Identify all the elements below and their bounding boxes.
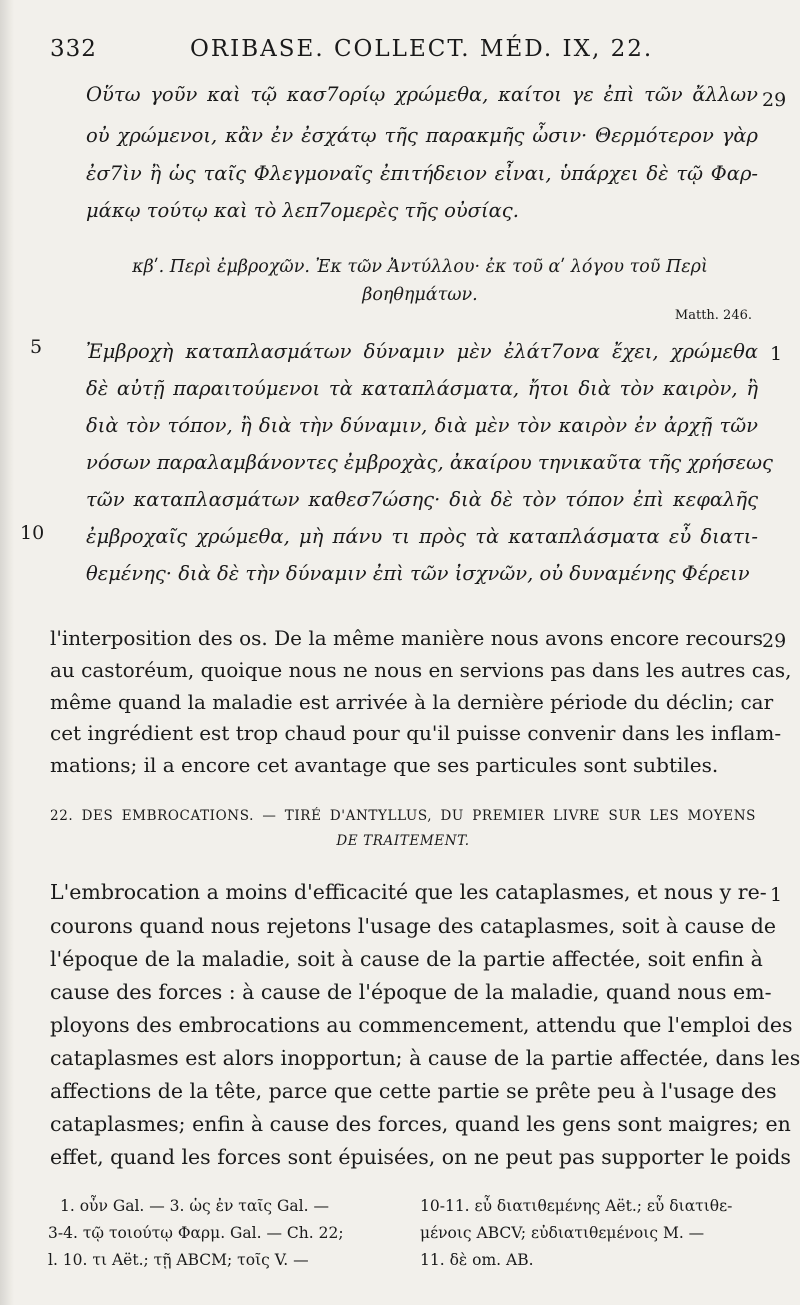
greek-chapter-title-cont: βοηθημάτων.	[362, 285, 478, 305]
french-line: cause des forces : à cause de l'époque de la maladie, quand nous em-	[50, 980, 772, 1004]
greek-line: ἐσ7ὶν ἢ ὡς ταῖς Φλεγμοναῖς ἐπιτήδειον εἶναι, ὑπάρχει δὲ τῷ Φαρ-	[86, 162, 758, 185]
line-number-5: 5	[30, 336, 43, 358]
line-number-10: 10	[20, 522, 45, 544]
french-line: mations; il a encore cet avantage que ses particules sont subtiles.	[50, 753, 719, 777]
french-line: cataplasmes est alors inopportun; à cause de la partie affectée, dans les	[50, 1046, 800, 1070]
footnote-line: 11. δὲ om. AB.	[420, 1251, 534, 1269]
french-line: au castoréum, quoique nous ne nous en servions pas dans les autres cas,	[50, 658, 792, 682]
french-line: l'interposition des os. De la même manière nous avons encore recours	[50, 626, 763, 650]
page-number: 332	[50, 36, 97, 62]
greek-line: Ἐμβροχὴ καταπλασμάτων δύναμιν μὲν ἐλάτ7ονα ἔχει, χρώμεθα	[86, 340, 758, 363]
footnote-line: μένοις ABCV; εὐδιατιθεμένοις M. —	[420, 1224, 705, 1242]
greek-line: νόσων παραλαμβάνοντες ἐμβροχὰς, ἀκαίρου τηνικαῦτα τῆς χρήσεως	[86, 451, 773, 474]
matthaei-reference: Matth. 246.	[674, 308, 752, 323]
french-line: effet, quand les forces sont épuisées, on ne peut pas supporter le poids	[50, 1145, 791, 1169]
margin-number: 29	[762, 630, 787, 652]
margin-number: 1	[770, 884, 783, 906]
french-line: même quand la maladie est arrivée à la dernière période du déclin; car	[50, 690, 774, 714]
french-chapter-title-cont: DE TRAITEMENT.	[336, 833, 470, 849]
footnote-line: 3-4. τῷ τοιούτῳ Φαρμ. Gal. — Ch. 22;	[48, 1224, 344, 1242]
greek-chapter-title: κβʹ. Περὶ ἐμβροχῶν. Ἐκ τῶν Ἀντύλλου· ἐκ τοῦ αʹ λόγου τοῦ Περὶ	[132, 257, 708, 277]
greek-line: δὲ αὐτῇ παραιτούμενοι τὰ καταπλάσματα, ἤτοι διὰ τὸν καιρὸν, ἢ	[86, 377, 758, 400]
margin-number: 1	[770, 343, 783, 365]
french-line: ployons des embrocations au commencement, attendu que l'emploi des	[50, 1013, 793, 1037]
french-line: courons quand nous rejetons l'usage des cataplasmes, soit à cause de	[50, 914, 776, 938]
page-header	[50, 30, 750, 70]
french-line: cataplasmes; enfin à cause des forces, quand les gens sont maigres; en	[50, 1112, 791, 1136]
page-gutter-shadow	[0, 0, 14, 1305]
margin-number: 29	[762, 89, 787, 111]
french-line: cet ingrédient est trop chaud pour qu'il puisse convenir dans les inflam-	[50, 721, 782, 745]
greek-line: θεμένης· διὰ δὲ τὴν δύναμιν ἐπὶ τῶν ἰσχνῶν, οὐ δυναμένης Φέρειν	[86, 562, 750, 585]
greek-line: οὐ χρώμενοι, κἂν ἐν ἐσχάτῳ τῆς παρακμῆς ὦσιν· Θερμότερον γὰρ	[86, 124, 758, 147]
greek-line: ἐμβροχαῖς χρώμεθα, μὴ πάνυ τι πρὸς τὰ καταπλάσματα εὖ διατι-	[86, 525, 758, 548]
running-title: ORIBASE. COLLECT. MÉD. IX, 22.	[190, 36, 654, 62]
greek-line: μάκῳ τούτῳ καὶ τὸ λεπ7ομερὲς τῆς οὐσίας.	[86, 199, 519, 222]
french-line: affections de la tête, parce que cette partie se prête peu à l'usage des	[50, 1079, 777, 1103]
french-line: l'époque de la maladie, soit à cause de la partie affectée, soit enfin à	[50, 947, 763, 971]
greek-line: τῶν καταπλασμάτων καθεσ7ώσης· διὰ δὲ τὸν τόπον ἐπὶ κεφαλῆς	[86, 488, 758, 511]
footnote-line: 1. οὖν Gal. — 3. ὡς ἐν ταῖς Gal. —	[60, 1197, 329, 1215]
french-chapter-title: 22. DES EMBROCATIONS. — TIRÉ D'ANTYLLUS, DU PREMIER LIVRE SUR LES MOYENS	[50, 808, 756, 824]
footnote-line: 10-11. εὖ διατιθεμένης Aët.; εὖ διατιθε-	[420, 1197, 733, 1215]
greek-line: διὰ τὸν τόπον, ἢ διὰ τὴν δύναμιν, διὰ μὲν τὸν καιρὸν ἐν ἀρχῇ τῶν	[86, 414, 758, 437]
greek-line: Οὕτω γοῦν καὶ τῷ κασ7ορίῳ χρώμεθα, καίτοι γε ἐπὶ τῶν ἄλλων	[86, 83, 758, 106]
footnote-line: l. 10. τι Aët.; τῇ ABCM; τοῖς V. —	[48, 1251, 309, 1269]
french-line: L'embrocation a moins d'efficacité que les cataplasmes, et nous y re-	[50, 880, 767, 904]
